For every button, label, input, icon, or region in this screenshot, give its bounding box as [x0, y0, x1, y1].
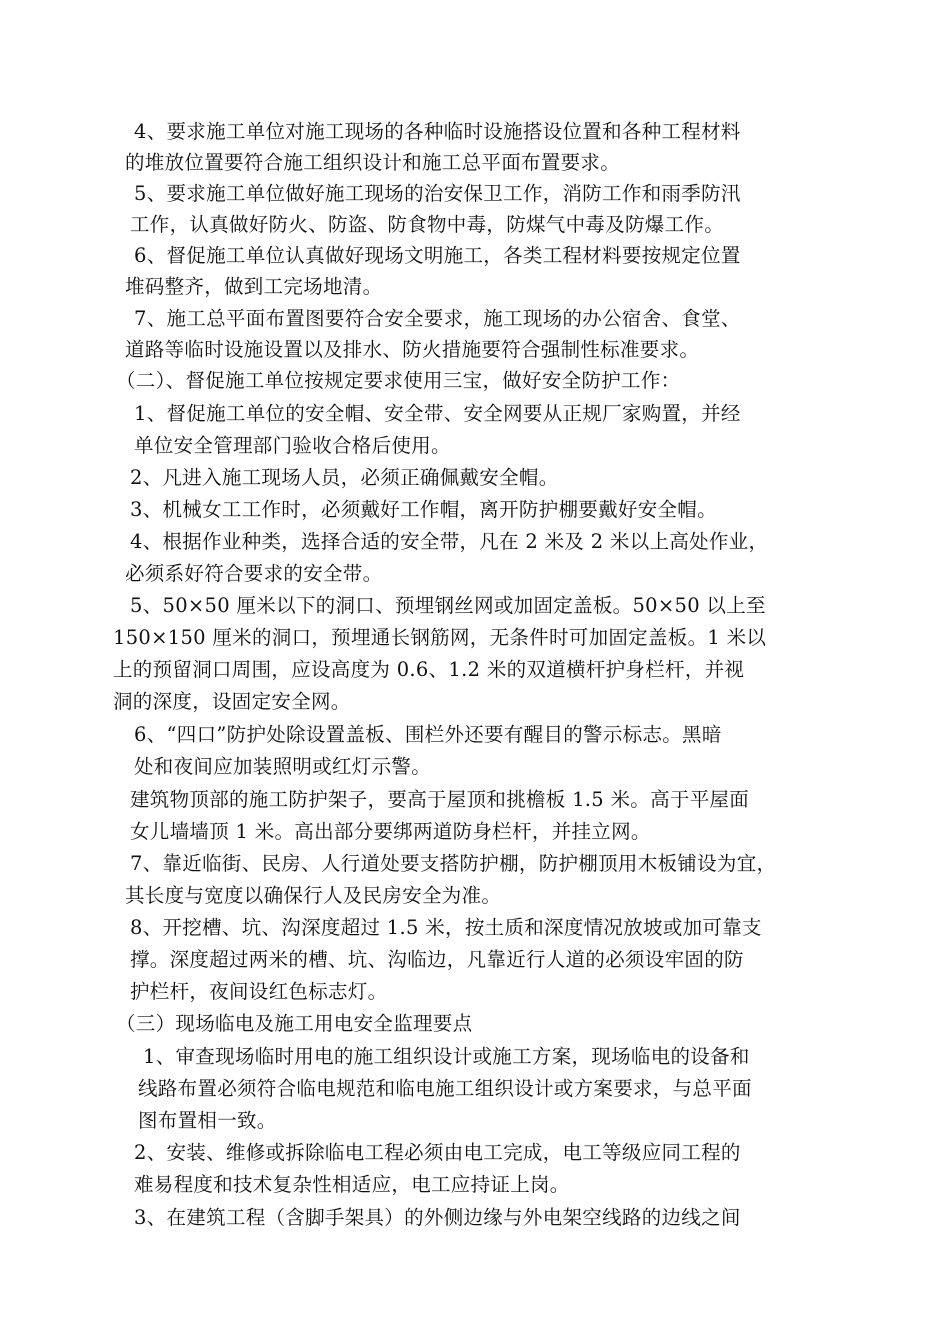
text-line: 难易程度和技术复杂性相适应，电工应持证上岗。	[134, 1173, 570, 1196]
text-line: 处和夜间应加装照明或红灯示警。	[134, 755, 432, 778]
text-line: 线路布置必须符合临电规范和临电施工组织设计或方案要求，与总平面	[138, 1077, 752, 1100]
text-line: 1、督促施工单位的安全帽、安全带、安全网要从正规厂家购置，并经	[134, 402, 741, 425]
text-line: 6、“四口”防护处除设置盖板、围栏外还要有醒目的警示标志。黑暗	[134, 723, 722, 746]
text-line: 2、安装、维修或拆除临电工程必须由电工完成，电工等级应同工程的	[134, 1141, 741, 1164]
text-line: 其长度与宽度以确保行人及民房安全为准。	[125, 884, 502, 907]
text-line: 5、要求施工单位做好施工现场的治安保卫工作，消防工作和雨季防汛	[134, 182, 741, 205]
text-line: 的堆放位置要符合施工组织设计和施工总平面布置要求。	[125, 151, 621, 174]
text-line: 3、在建筑工程（含脚手架具）的外侧边缘与外电架空线路的边线之间	[134, 1206, 741, 1229]
text-line: 工作，认真做好防火、防盗、防食物中毒，防煤气中毒及防爆工作。	[130, 213, 725, 236]
text-line: 150×150 厘米的洞口，预埋通长钢筋网，无条件时可加固定盖板。1 米以	[113, 626, 767, 649]
text-line: 2、凡进入施工现场人员，必须正确佩戴安全帽。	[130, 466, 559, 489]
text-line: 撑。深度超过两米的槽、坑、沟临边，凡靠近行人道的必须设牢固的防	[130, 948, 744, 971]
text-line: 4、根据作业种类，选择合适的安全带，凡在 2 米及 2 米以上高处作业，	[130, 530, 769, 553]
text-line: 必须系好符合要求的安全带。	[125, 562, 383, 585]
text-line: 堆码整齐，做到工完场地清。	[125, 275, 383, 298]
text-line: 6、督促施工单位认真做好现场文明施工，各类工程材料要按规定位置	[134, 244, 741, 267]
text-line: 洞的深度，设固定安全网。	[113, 690, 351, 713]
section-heading: （二）、督促施工单位按规定要求使用三宝，做好安全防护工作：	[116, 369, 681, 392]
text-line: 图布置相一致。	[138, 1109, 277, 1132]
text-line: 建筑物顶部的施工防护架子，要高于屋顶和挑檐板 1.5 米。高于平屋面	[130, 788, 750, 811]
text-line: 1、审查现场临时用电的施工组织设计或施工方案，现场临电的设备和	[143, 1045, 750, 1068]
section-heading: （三）现场临电及施工用电安全监理要点	[116, 1012, 473, 1035]
text-line: 3、机械女工工作时，必须戴好工作帽，离开防护棚要戴好安全帽。	[130, 498, 717, 521]
text-line: 5、50×50 厘米以下的洞口、预埋钢丝网或加固定盖板。50×50 以上至	[130, 594, 766, 617]
text-line: 上的预留洞口周围，应设高度为 0.6、1.2 米的双道横杆护身栏杆，并视	[113, 658, 745, 681]
text-line: 4、要求施工单位对施工现场的各种临时设施搭设位置和各种工程材料	[134, 120, 741, 143]
text-line: 单位安全管理部门验收合格后使用。	[134, 434, 451, 457]
text-line: 7、靠近临街、民房、人行道处要支搭防护棚，防护棚顶用木板铺设为宜，	[130, 852, 777, 875]
text-line: 7、施工总平面布置图要符合安全要求，施工现场的办公宿舍、食堂、	[134, 307, 741, 330]
text-line: 8、开挖槽、坑、沟深度超过 1.5 米，按土质和深度情况放坡或加可靠支	[130, 916, 762, 939]
text-line: 道路等临时设施设置以及排水、防火措施要符合强制性标准要求。	[125, 338, 700, 361]
text-line: 女儿墙墙顶 1 米。高出部分要绑两道防身栏杆，并挂立网。	[130, 820, 651, 843]
text-line: 护栏杆，夜间设红色标志灯。	[130, 980, 388, 1003]
